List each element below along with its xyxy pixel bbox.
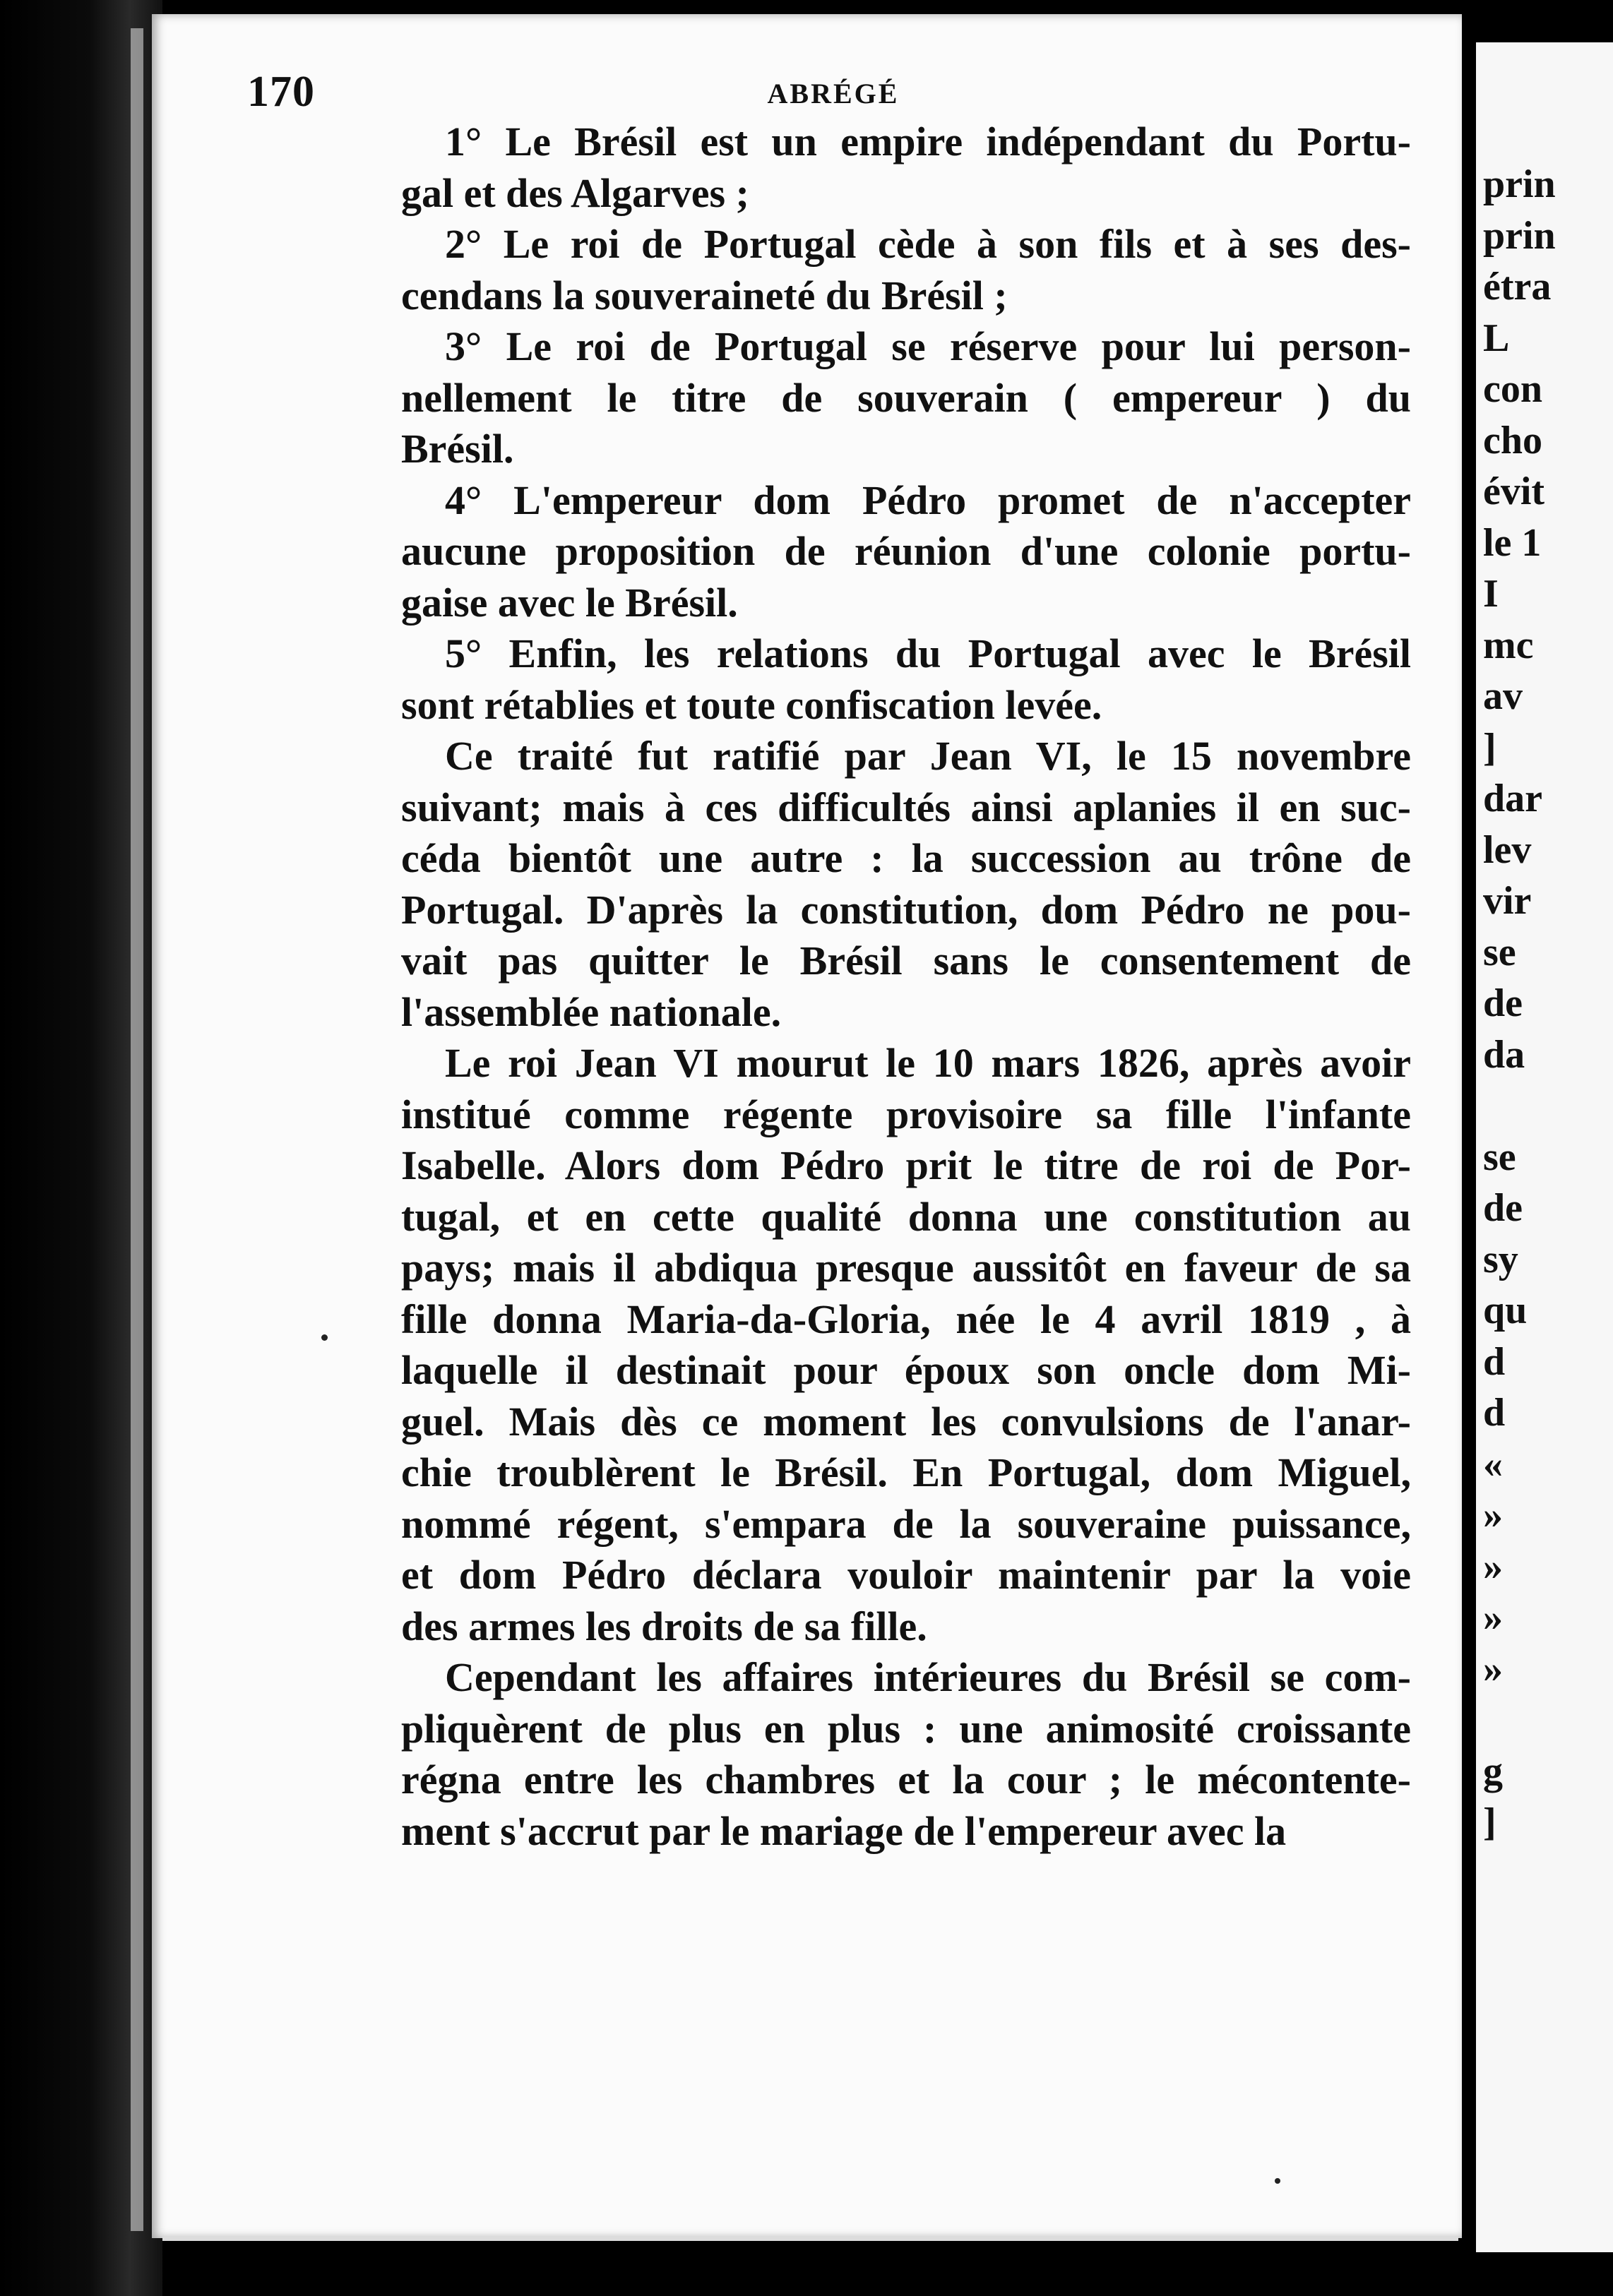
next-page-line: qu bbox=[1483, 1288, 1528, 1332]
text-line: pliquèrent de plus en plus : une animosité croissante bbox=[401, 1705, 1411, 1752]
text-line: céda bientôt une autre : la succession au trône de bbox=[401, 835, 1411, 881]
text-line: et dom Pédro déclara vouloir maintenir par la voie bbox=[401, 1552, 1411, 1598]
next-page-line: I bbox=[1483, 572, 1499, 616]
text-line: chie troublèrent le Brésil. En Portugal, dom Miguel, bbox=[401, 1449, 1411, 1495]
text-line: gal et des Algarves ; bbox=[401, 169, 749, 216]
next-page-line: étra bbox=[1483, 265, 1552, 309]
text-line: ment s'accrut par le mariage de l'empereur avec la bbox=[401, 1807, 1287, 1854]
text-line: Cependant les affaires intérieures du Brésil se com- bbox=[445, 1654, 1411, 1700]
next-page-line: ] bbox=[1483, 725, 1496, 770]
text-line: 4° L'empereur dom Pédro promet de n'accepter bbox=[445, 477, 1411, 523]
next-page-line: » bbox=[1483, 1596, 1503, 1639]
next-page-line: de bbox=[1483, 981, 1523, 1025]
next-page-line: dar bbox=[1483, 777, 1542, 820]
next-page-text bbox=[1483, 159, 1613, 1848]
next-page-line: g bbox=[1483, 1749, 1503, 1793]
body-text bbox=[401, 116, 1411, 1857]
next-page-line: » bbox=[1483, 1646, 1503, 1691]
text-line: institué comme régente provisoire sa fille l'infante bbox=[401, 1091, 1411, 1137]
next-page-line: vir bbox=[1483, 879, 1532, 923]
text-line: l'assemblée nationale. bbox=[401, 988, 782, 1035]
next-page-line: se bbox=[1483, 1135, 1516, 1179]
next-page-line: lev bbox=[1483, 827, 1532, 872]
next-page-line: » bbox=[1483, 1493, 1503, 1537]
next-page-line bbox=[1483, 1080, 1613, 1132]
text-line: laquelle il destinait pour époux son oncle dom Mi- bbox=[401, 1347, 1411, 1393]
text-line: Ce traité fut ratifié par Jean VI, le 15 novembre bbox=[445, 733, 1411, 779]
next-page-line: « bbox=[1483, 1442, 1503, 1486]
ink-speck bbox=[1275, 2178, 1280, 2184]
text-line: régna entre les chambres et la cour ; le mécontente- bbox=[401, 1757, 1411, 1802]
next-page-line: prin bbox=[1483, 213, 1556, 258]
text-line: guel. Mais dès ce moment les convulsions de l'anar- bbox=[401, 1398, 1411, 1445]
page-header bbox=[247, 67, 1419, 124]
page-edge bbox=[131, 28, 143, 2231]
next-page-line bbox=[1483, 1694, 1613, 1746]
text-line: fille donna Maria-da-Gloria, née le 4 avril 1819 , à bbox=[401, 1296, 1411, 1342]
next-page-line: évit bbox=[1483, 470, 1545, 513]
next-page-line: ] bbox=[1483, 1800, 1496, 1844]
next-page-line: prin bbox=[1483, 162, 1556, 206]
next-page-line: av bbox=[1483, 674, 1523, 718]
text-line: 2° Le roi de Portugal cède à son fils et à ses des- bbox=[445, 221, 1411, 267]
text-line: 5° Enfin, les relations du Portugal avec le Brésil bbox=[445, 630, 1411, 676]
text-line: Le roi Jean VI mourut le 10 mars 1826, après avoir bbox=[445, 1040, 1411, 1086]
next-page-line: d bbox=[1483, 1391, 1506, 1435]
text-line: Brésil. bbox=[401, 426, 514, 472]
text-line: aucune proposition de réunion d'une colonie portu- bbox=[401, 528, 1411, 574]
page-number: 170 bbox=[247, 68, 315, 116]
text-line: des armes les droits de sa fille. bbox=[401, 1603, 927, 1649]
text-line: nommé régent, s'empara de la souveraine puissance, bbox=[401, 1500, 1411, 1547]
next-page-line: se bbox=[1483, 930, 1516, 974]
next-page-line: L bbox=[1483, 316, 1510, 360]
next-page-line: sy bbox=[1483, 1237, 1518, 1281]
text-line: pays; mais il abdiqua presque aussitôt en faveur de sa bbox=[401, 1245, 1411, 1291]
running-title: ABRÉGÉ bbox=[767, 78, 900, 109]
ink-speck bbox=[321, 1334, 328, 1341]
next-page-line: de bbox=[1483, 1186, 1523, 1230]
text-line: Isabelle. Alors dom Pédro prit le titre de roi de Por- bbox=[401, 1142, 1411, 1188]
text-line: 1° Le Brésil est un empire indépendant du Portu- bbox=[445, 119, 1411, 165]
text-line: gaise avec le Brésil. bbox=[401, 579, 738, 626]
next-page-line: d bbox=[1483, 1339, 1506, 1384]
text-line: Portugal. D'après la constitution, dom Pédro ne pou- bbox=[401, 886, 1411, 933]
text-line: cendans la souveraineté du Brésil ; bbox=[401, 272, 1008, 318]
text-line: vait pas quitter le Brésil sans le consentement de bbox=[401, 938, 1411, 983]
page-bottom-edge bbox=[162, 2237, 1458, 2241]
next-page-line: con bbox=[1483, 367, 1542, 411]
next-page-line: le 1 bbox=[1483, 520, 1542, 565]
next-page-line: da bbox=[1483, 1032, 1525, 1077]
text-line: 3° Le roi de Portugal se réserve pour lui person- bbox=[445, 323, 1411, 369]
next-page-line: cho bbox=[1483, 418, 1542, 462]
text-line: tugal, et en cette qualité donna une constitution au bbox=[401, 1193, 1411, 1240]
next-page-line: mc bbox=[1483, 623, 1534, 667]
text-line: suivant; mais à ces difficultés ainsi aplanies il en suc- bbox=[401, 784, 1411, 830]
next-page-line: » bbox=[1483, 1544, 1503, 1589]
text-line: sont rétablies et toute confiscation levée. bbox=[401, 681, 1102, 728]
text-line: nellement le titre de souverain ( empereur ) du bbox=[401, 374, 1411, 421]
